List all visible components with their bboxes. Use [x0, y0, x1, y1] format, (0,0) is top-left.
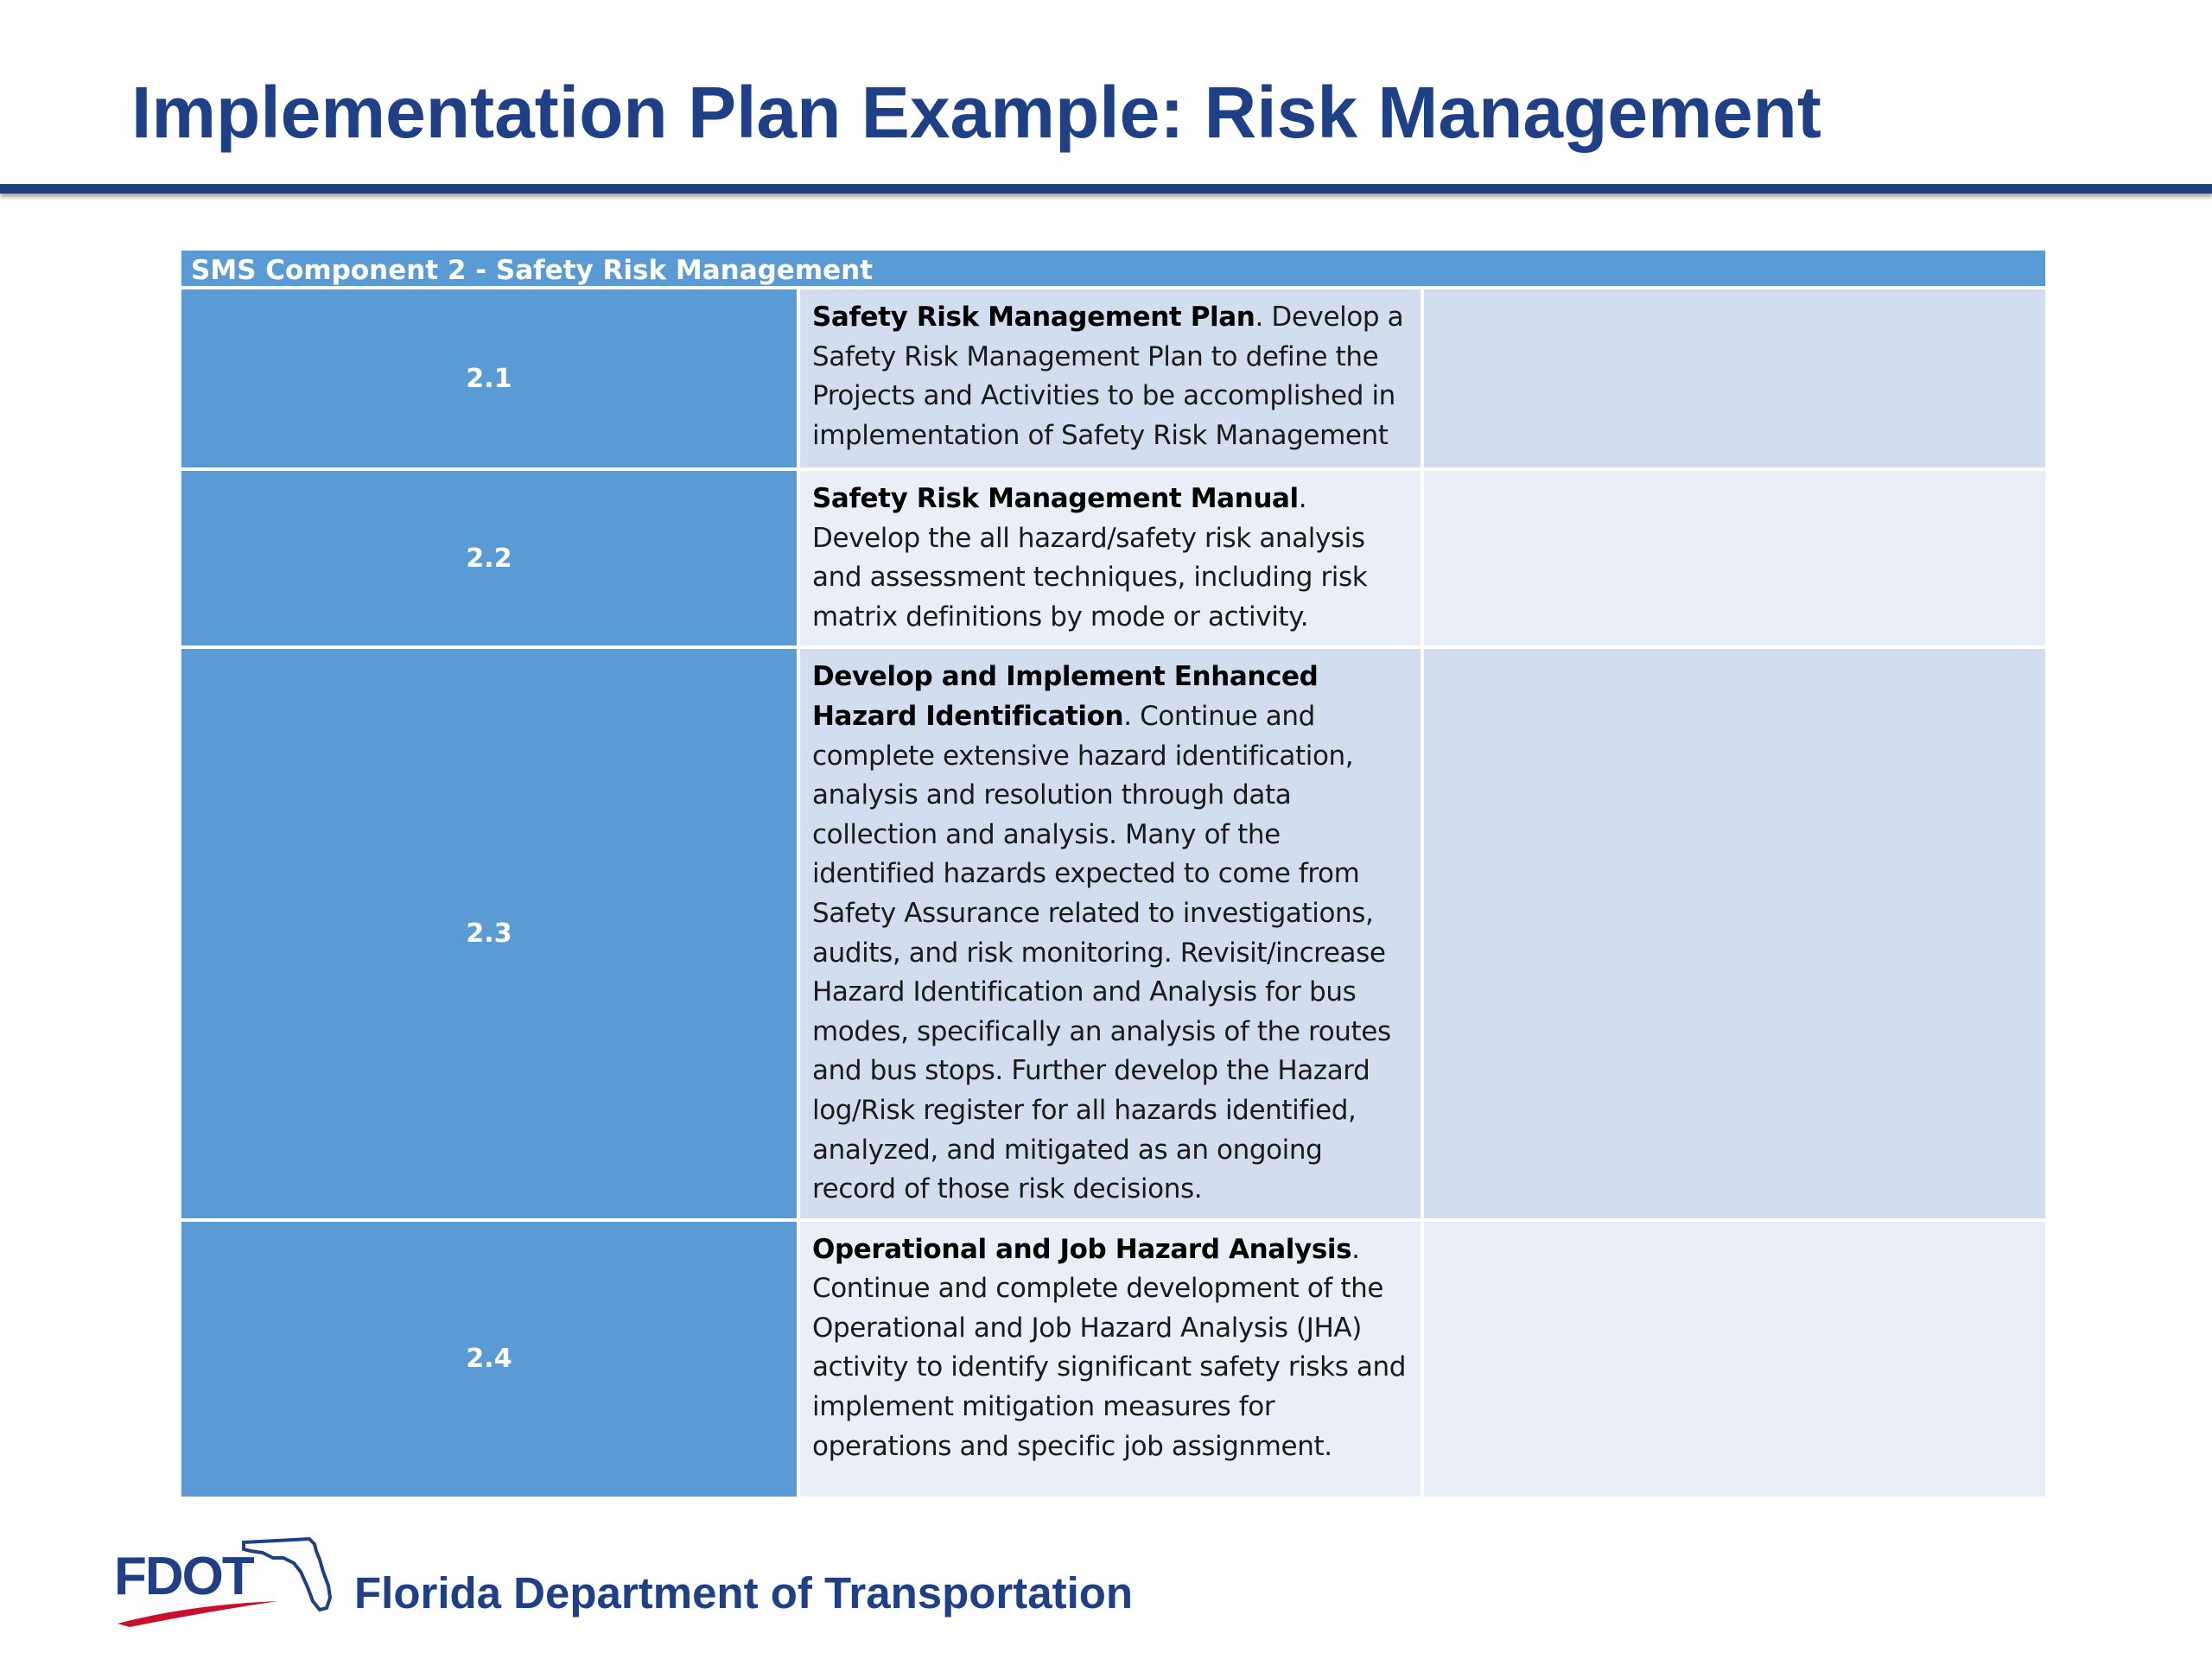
row-heading: Safety Risk Management Plan	[812, 302, 1255, 333]
row-heading: Safety Risk Management Manual	[812, 483, 1299, 514]
table-header: SMS Component 2 - Safety Risk Management	[181, 251, 2045, 289]
row-notes	[1424, 1222, 2045, 1497]
row-id: 2.2	[181, 471, 800, 649]
table-row	[181, 1222, 2045, 1497]
table-row	[181, 471, 2045, 649]
row-text: . Develop a Safety Risk Management Plan to define the Projects and Activities to be accomplished in implementation of Safety Risk Management	[812, 302, 1404, 451]
row-heading: Operational and Job Hazard Analysis	[812, 1233, 1352, 1265]
table-row	[181, 289, 2045, 471]
row-text: . Continue and complete development of the Operational and Job Hazard Analysis (JHA) activity to identify significant safety risks and implement mitigation measures for operations and specific job assignment.	[812, 1233, 1407, 1462]
row-id: 2.1	[181, 289, 800, 471]
row-description	[800, 289, 1424, 471]
title-divider	[0, 184, 2212, 194]
slide-title: Implementation Plan Example: Risk Management	[131, 72, 1821, 153]
implementation-plan-table	[181, 251, 2045, 1497]
row-text: . Develop the all hazard/safety risk analysis and assessment techniques, including risk matrix definitions by mode or activity.	[812, 483, 1368, 632]
organization-name: Florida Department of Transportation	[354, 1568, 1134, 1618]
row-heading: Develop and Implement Enhanced Hazard Identification	[812, 661, 1319, 732]
florida-state-outline	[244, 1539, 330, 1610]
logo-text: FDOT	[114, 1547, 253, 1606]
row-description	[800, 471, 1424, 649]
row-id: 2.3	[181, 649, 800, 1221]
row-notes	[1424, 649, 2045, 1221]
fdot-logo	[112, 1532, 337, 1636]
row-description	[800, 1222, 1424, 1497]
row-notes	[1424, 289, 2045, 471]
row-notes	[1424, 471, 2045, 649]
row-text: . Continue and complete extensive hazard identification, analysis and resolution through data collection and analysis. Many of the identified hazards expected to come from Safety Assurance related to investigations, audits, and risk monitoring. Revisit/increase Hazard Identification and Analysis for bus modes, specifically an analysis of the routes and bus stops. Further develop the Hazard log/Risk register for all hazards identified, analyzed, and mitigated as an ongoing record of those risk decisions.	[812, 700, 1391, 1205]
row-id: 2.4	[181, 1222, 800, 1497]
table-row	[181, 649, 2045, 1221]
row-description	[800, 649, 1424, 1221]
